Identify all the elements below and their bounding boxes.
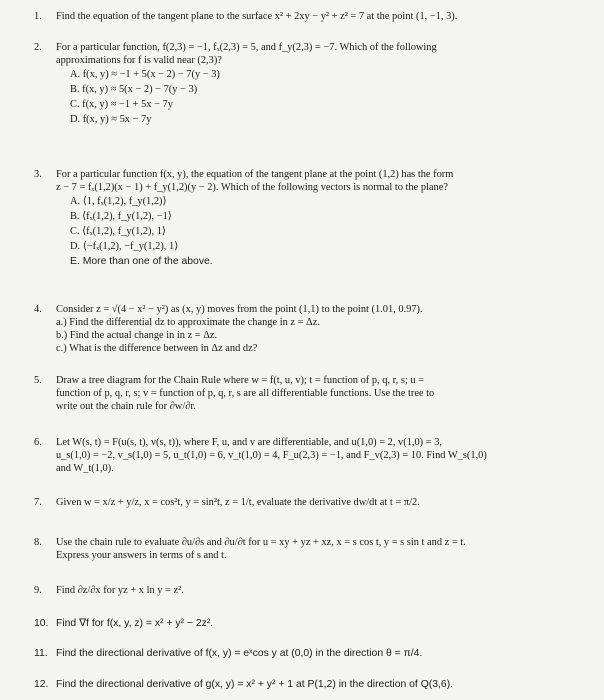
question-text: Find ∂z/∂x for yz + x ln y = z². xyxy=(56,585,184,596)
question-number: 9. xyxy=(34,585,42,596)
answer-option: A. f(x, y) ≈ −1 + 5(x − 2) − 7(y − 3) xyxy=(70,69,220,80)
answer-option: C. f(x, y) ≈ −1 + 5x − 7y xyxy=(70,99,173,110)
question-text: For a particular function, f(2,3) = −1, fₓ(2,3) = 5, and f_y(2,3) = −7. Which of the following xyxy=(56,42,437,53)
question-number: 2. xyxy=(34,42,42,53)
question-number: 1. xyxy=(34,11,42,22)
answer-option: E. More than one of the above. xyxy=(70,256,213,267)
question-text: approximations for f is valid near (2,3)? xyxy=(56,55,222,66)
question-text: b.) Find the actual change in in z = Δz. xyxy=(56,330,218,341)
question-4 xyxy=(34,303,579,355)
question-text: Find the directional derivative of f(x, y) = eˣcos y at (0,0) in the direction θ = π/4. xyxy=(56,648,423,659)
question-1 xyxy=(34,10,579,23)
answer-option: C. ⟨fₓ(1,2), f_y(1,2), 1⟩ xyxy=(70,226,166,237)
question-text: Given w = x/z + y/z, x = cos²t, y = sin²t, z = 1/t, evaluate the derivative dw/dt at t = π/2. xyxy=(56,497,420,508)
question-7 xyxy=(34,496,579,509)
question-number: 5. xyxy=(34,375,42,386)
question-text: Express your answers in terms of s and t. xyxy=(56,550,227,561)
question-text: z − 7 = fₓ(1,2)(x − 1) + f_y(1,2)(y − 2). Which of the following vectors is normal to the plane? xyxy=(56,182,448,193)
question-6 xyxy=(34,436,579,475)
question-number: 6. xyxy=(34,437,42,448)
question-text: Consider z = √(4 − x² − y²) as (x, y) moves from the point (1,1) to the point (1.01, 0.97). xyxy=(56,304,423,315)
question-text: write out the chain rule for ∂w/∂r. xyxy=(56,401,196,412)
question-9 xyxy=(34,584,579,597)
question-2 xyxy=(34,41,579,127)
question-number: 11. xyxy=(34,648,48,659)
question-number: 8. xyxy=(34,537,42,548)
question-number: 12. xyxy=(34,679,49,690)
question-number: 7. xyxy=(34,497,42,508)
question-5 xyxy=(34,374,579,413)
question-text: Let W(s, t) = F(u(s, t), v(s, t)), where F, u, and v are differentiable, and u(1,0) = 2, v(1,0) = 3, xyxy=(56,437,442,448)
answer-option: B. f(x, y) ≈ 5(x − 2) − 7(y − 3) xyxy=(70,84,198,95)
question-number: 3. xyxy=(34,169,42,180)
question-text: u_s(1,0) = −2, v_s(1,0) = 5, u_t(1,0) = 6, v_t(1,0) = 4, F_u(2,3) = −1, and F_v(2,3) = 10. Find W_s(1,0) xyxy=(56,450,487,461)
question-10 xyxy=(34,617,579,630)
question-number: 4. xyxy=(34,304,42,315)
question-text: c.) What is the difference between in Δz and dz? xyxy=(56,343,258,354)
question-text: Use the chain rule to evaluate ∂u/∂s and ∂u/∂t for u = xy + yz + xz, x = s cos t, y = s sin t and z = t. xyxy=(56,537,466,548)
question-text: and W_t(1,0). xyxy=(56,463,114,474)
question-text: Find the equation of the tangent plane to the surface x² + 2xy − y² + z² = 7 at the point (1, −1, 3). xyxy=(56,11,458,22)
question-text: Draw a tree diagram for the Chain Rule where w = f(t, u, v); t = function of p, q, r, s; u = xyxy=(56,375,425,386)
question-8 xyxy=(34,536,579,562)
question-text: Find ∇f for f(x, y, z) = x² + y² − 2z². xyxy=(56,618,214,629)
question-text: Find the directional derivative of g(x, y) = x² + y² + 1 at P(1,2) in the direction of Q(3,6). xyxy=(56,679,454,690)
question-11 xyxy=(34,647,579,660)
answer-option: D. ⟨−fₓ(1,2), −f_y(1,2), 1⟩ xyxy=(70,241,179,252)
answer-option: D. f(x, y) ≈ 5x − 7y xyxy=(70,114,152,125)
question-12 xyxy=(34,678,579,691)
question-3 xyxy=(34,168,579,269)
question-text: For a particular function f(x, y), the equation of the tangent plane at the point (1,2) has the form xyxy=(56,169,454,180)
answer-option: B. ⟨fₓ(1,2), f_y(1,2), −1⟩ xyxy=(70,211,172,222)
question-text: a.) Find the differential dz to approximate the change in z = Δz. xyxy=(56,317,320,328)
answer-option: A. ⟨1, fₓ(1,2), f_y(1,2)⟩ xyxy=(70,196,167,207)
question-number: 10. xyxy=(34,618,49,629)
question-text: function of p, q, r, s; v = function of p, q, r, s are all differentiable functions. Use the tree to xyxy=(56,388,435,399)
